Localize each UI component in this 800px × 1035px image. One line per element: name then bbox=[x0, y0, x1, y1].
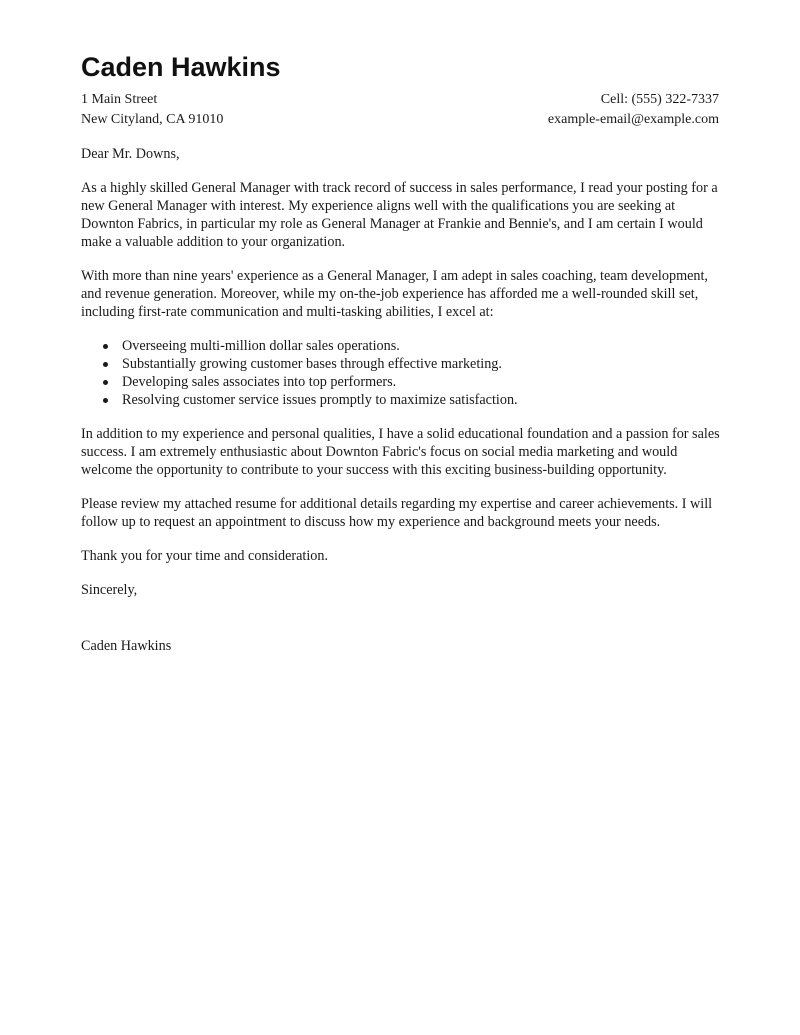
list-item-text: Developing sales associates into top performers. bbox=[122, 374, 397, 390]
email-address: example-email@example.com bbox=[547, 112, 719, 127]
letter-body bbox=[81, 145, 721, 655]
contact-block bbox=[81, 90, 719, 130]
contact-row-1 bbox=[81, 90, 719, 110]
list-item bbox=[81, 373, 721, 391]
address-line-1: 1 Main Street bbox=[81, 92, 158, 107]
paragraph-education: In addition to my experience and personal qualities, I have a solid educational foundation and a passion for sales success. I am extremely enthusiastic about Downton Fabric's focus on social media marketing and would welcome the opportunity to contribute to your success with this exciting business-building opportunity. bbox=[81, 426, 720, 478]
contact-row-2 bbox=[81, 110, 719, 130]
bullet-icon bbox=[103, 380, 108, 385]
list-item bbox=[81, 355, 721, 373]
list-item bbox=[81, 391, 721, 409]
paragraph-experience: With more than nine years' experience as a General Manager, I am adept in sales coaching, team development, and revenue generation. Moreover, while my on-the-job experience has afforded me a well-rounded skill set, including first-rate communication and multi-tasking abilities, I excel at: bbox=[81, 268, 708, 320]
list-item-text: Substantially growing customer bases through effective marketing. bbox=[122, 356, 502, 372]
greeting: Dear Mr. Downs, bbox=[81, 146, 180, 162]
list-item-text: Overseeing multi-million dollar sales operations. bbox=[122, 338, 400, 354]
sender-name: Caden Hawkins bbox=[81, 52, 281, 82]
closing-line: Thank you for your time and consideration. bbox=[81, 548, 329, 564]
signoff: Sincerely, bbox=[81, 582, 138, 598]
bullet-icon bbox=[103, 398, 108, 403]
phone-number: Cell: (555) 322-7337 bbox=[600, 92, 719, 107]
paragraph-followup: Please review my attached resume for additional details regarding my expertise and career achievements. I will follow up to request an appointment to discuss how my experience and background meets your needs. bbox=[81, 496, 713, 530]
list-item bbox=[81, 337, 721, 355]
skills-list bbox=[81, 337, 721, 409]
list-item-text: Resolving customer service issues promptly to maximize satisfaction. bbox=[122, 392, 518, 408]
paragraph-intro: As a highly skilled General Manager with track record of success in sales performance, I read your posting for a new General Manager with interest. My experience aligns well with the qualifications you are seeking at Downton Fabrics, in particular my role as General Manager at Frankie and Bennie's, and I am certain I would make a valuable addition to your organization. bbox=[81, 180, 718, 250]
address-line-2: New Cityland, CA 91010 bbox=[81, 112, 224, 127]
signature-name: Caden Hawkins bbox=[81, 638, 172, 654]
bullet-icon bbox=[103, 362, 108, 367]
bullet-icon bbox=[103, 344, 108, 349]
